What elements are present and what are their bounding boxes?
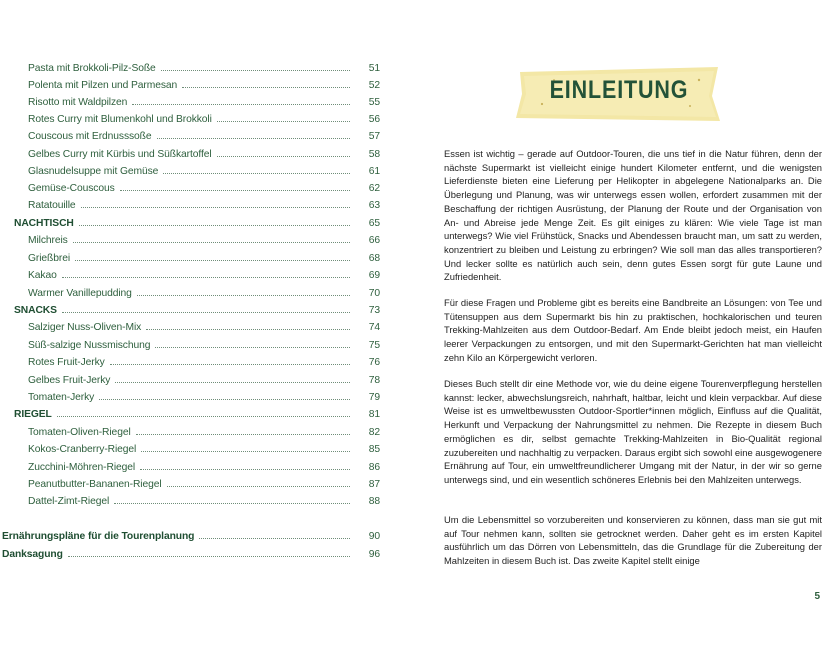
toc-page-number: 85: [368, 444, 380, 455]
toc-entry[interactable]: [28, 114, 380, 130]
toc-leader-dots: [146, 329, 350, 330]
toc-entry-title: Kakao: [28, 270, 57, 281]
toc-page-number: 86: [368, 462, 380, 473]
toc-page-number: 88: [368, 496, 380, 507]
toc-leader-dots: [75, 260, 350, 261]
toc-leader-dots: [157, 138, 350, 139]
toc-entry-title: Glasnudelsuppe mit Gemüse: [28, 166, 159, 177]
chapter-title: EINLEITUNG: [549, 76, 689, 104]
toc-page-number: 63: [368, 200, 380, 211]
chapter-title-banner: [514, 66, 724, 122]
toc-entry-title: Salziger Nuss-Oliven-Mix: [28, 322, 142, 333]
toc-leader-dots: [120, 190, 350, 191]
toc-page-number: 69: [368, 270, 380, 281]
toc-entry[interactable]: [28, 462, 380, 478]
toc-leader-dots: [57, 416, 350, 417]
toc-entry[interactable]: [28, 235, 380, 251]
toc-entry[interactable]: [28, 375, 380, 391]
toc-page-number: 56: [368, 114, 380, 125]
toc-leader-dots: [137, 295, 350, 296]
toc-entry[interactable]: [28, 80, 380, 96]
toc-entry-title: Zucchini-Möhren-Riegel: [28, 462, 136, 473]
toc-leader-dots: [161, 70, 350, 71]
toc-leader-dots: [81, 207, 350, 208]
toc-entry[interactable]: [28, 288, 380, 304]
toc-entry-title: Ratatouille: [28, 200, 76, 211]
body-paragraph: Um die Lebensmittel so vorzubereiten und konservieren zu können, dass man sie gut mit auf Tour nehmen kann, sollten sie getrocknet werden. Daher geht es im ersten Kapitel ausführlich um das Dörren von Lebensmitteln, das die Grundlage für die Zubereitung der Mahlzeiten in diesem Buch ist. Das zweite Kapitel stellt einige: [444, 514, 822, 567]
toc-leader-dots: [62, 277, 350, 278]
toc-entry-title: Dattel-Zimt-Riegel: [28, 496, 110, 507]
toc-page-number: 79: [368, 392, 380, 403]
toc-leader-dots: [141, 451, 350, 452]
toc-leader-dots: [199, 538, 350, 539]
toc-entry-title: Peanutbutter-Bananen-Riegel: [28, 479, 162, 490]
toc-entry-title: Warmer Vanillepudding: [28, 288, 132, 299]
toc-entry-title: Gelbes Curry mit Kürbis und Süßkartoffel: [28, 149, 212, 160]
toc-entry-title: RIEGEL: [14, 409, 52, 420]
toc-entry[interactable]: [28, 479, 380, 495]
toc-entry-title: Tomaten-Jerky: [28, 392, 95, 403]
toc-page-number: 58: [368, 149, 380, 160]
body-paragraph: Essen ist wichtig – gerade auf Outdoor-Touren, die uns tief in die Natur führen, denn der nächste Supermarkt ist vielleicht einige hundert Kilometer entfernt, und die wenigsten Lieferdienste bieten eine Lieferung per Helikopter in abgelegene Nationalparks an. Die Überlegung und Planung, was wir unterwegs essen wollen, erfordert zusammen mit der Beschaffung der richtigen Ausrüstung, der Planung der Route und der Organisation von An- und Abreise jede Menge Zeit. Es gilt einiges zu klären: Wie viele Tage ist man unterwegs? Wie viel Frühstück, Snacks und Abendessen braucht man, um satt zu werden, konzentriert zu bleiben und Leistung zu erbringen? Wie soll man das alles transportieren? Und lecker sollte es natürlich auch sein, denn gutes Essen sorgt für gute Laune und Zufriedenheit.: [444, 148, 822, 283]
body-paragraph: Für diese Fragen und Probleme gibt es bereits eine Bandbreite an Lösungen: von Tee und Tütensuppen aus dem Supermarkt bis hin zu praktischen, hochkalorischen und teuren Trekking-Mahlzeiten aus dem Outdoor-Bedarf. Am Ende bleibt jedoch meist, ein Haufen leerer Verpackungen zu entsorgen, und mit den Supermarkt-Gerichten hat man vielleicht zehn Kilo an Körpergewicht verloren.: [444, 297, 822, 363]
toc-entry[interactable]: [28, 97, 380, 113]
toc-leader-dots: [163, 173, 350, 174]
toc-page-number: 62: [368, 183, 380, 194]
toc-leader-dots: [62, 312, 350, 313]
toc-leader-dots: [182, 87, 350, 88]
toc-entry[interactable]: [28, 496, 380, 512]
toc-page-number: 81: [368, 409, 380, 420]
toc-entry-title: Milchreis: [28, 235, 68, 246]
toc-entry[interactable]: [28, 183, 380, 199]
toc-entry[interactable]: [28, 444, 380, 460]
toc-entry[interactable]: [28, 253, 380, 269]
toc-entry-title: Süß-salzige Nussmischung: [28, 340, 151, 351]
toc-leader-dots: [136, 434, 350, 435]
toc-page-number: 87: [368, 479, 380, 490]
toc-page-number: 65: [368, 218, 380, 229]
introduction-page: [414, 0, 826, 660]
toc-page-number: 66: [368, 235, 380, 246]
toc-entry[interactable]: [28, 392, 380, 408]
toc-chapter-entry[interactable]: [2, 549, 380, 565]
toc-entry-title: Couscous mit Erdnusssoße: [28, 131, 152, 142]
page-number: 5: [814, 591, 820, 602]
toc-leader-dots: [155, 347, 350, 348]
toc-entry[interactable]: [28, 149, 380, 165]
table-of-contents: [0, 0, 392, 660]
toc-entry[interactable]: [28, 340, 380, 356]
toc-page-number: 82: [368, 427, 380, 438]
toc-leader-dots: [73, 242, 350, 243]
toc-entry[interactable]: [28, 166, 380, 182]
toc-page-number: 55: [368, 97, 380, 108]
toc-entry-title: Rotes Curry mit Blumenkohl und Brokkoli: [28, 114, 212, 125]
toc-entry[interactable]: [28, 270, 380, 286]
toc-leader-dots: [114, 503, 350, 504]
toc-leader-dots: [99, 399, 350, 400]
toc-entry-title: Gelbes Fruit-Jerky: [28, 375, 111, 386]
toc-section-heading[interactable]: [14, 218, 380, 234]
toc-leader-dots: [68, 556, 350, 557]
toc-entry-title: Danksagung: [2, 549, 63, 560]
toc-entry-title: Grießbrei: [28, 253, 71, 264]
toc-leader-dots: [167, 486, 350, 487]
toc-page-number: 57: [368, 131, 380, 142]
toc-page-number: 73: [368, 305, 380, 316]
toc-page-number: 68: [368, 253, 380, 264]
toc-entry[interactable]: [28, 357, 380, 373]
toc-leader-dots: [79, 225, 350, 226]
toc-page-number: 70: [368, 288, 380, 299]
toc-entry-title: Ernährungspläne für die Tourenplanung: [2, 531, 195, 542]
toc-entry-title: Risotto mit Waldpilzen: [28, 97, 128, 108]
toc-section-heading[interactable]: [14, 305, 380, 321]
toc-entry-title: Rotes Fruit-Jerky: [28, 357, 105, 368]
toc-leader-dots: [140, 469, 350, 470]
toc-page-number: 51: [368, 63, 380, 74]
toc-leader-dots: [110, 364, 350, 365]
toc-entry[interactable]: [28, 200, 380, 216]
toc-entry-title: Polenta mit Pilzen und Parmesan: [28, 80, 178, 91]
toc-entry[interactable]: [28, 63, 380, 79]
toc-page-number: 76: [368, 357, 380, 368]
toc-leader-dots: [217, 156, 350, 157]
toc-entry[interactable]: [28, 322, 380, 338]
toc-entry-title: Kokos-Cranberry-Riegel: [28, 444, 137, 455]
toc-page-number: 74: [368, 322, 380, 333]
toc-entry-title: Tomaten-Oliven-Riegel: [28, 427, 131, 438]
toc-leader-dots: [115, 382, 350, 383]
toc-page-number: 78: [368, 375, 380, 386]
toc-entry-title: Pasta mit Brokkoli-Pilz-Soße: [28, 63, 156, 74]
toc-page-number: 96: [368, 549, 380, 560]
toc-chapter-entry[interactable]: [2, 531, 380, 547]
toc-page-number: 61: [368, 166, 380, 177]
toc-entry[interactable]: [28, 427, 380, 443]
toc-leader-dots: [132, 104, 350, 105]
toc-leader-dots: [217, 121, 350, 122]
toc-entry-title: NACHTISCH: [14, 218, 74, 229]
toc-entry-title: SNACKS: [14, 305, 57, 316]
toc-page-number: 75: [368, 340, 380, 351]
body-paragraph: Dieses Buch stellt dir eine Methode vor, wie du deine eigene Tourenverpflegung herstellen kannst: lecker, abwechslungsreich, nahrhaft, haltbar, leicht und klein verpackbar. Auf diese Weise ist es umweltbewussten Outdoor-Sportler*innen möglich, Einfluss auf die Qualität, Herkunft und Verpackung der Nahrungsmittel zu nehmen. Die Rezepte in diesem Buch ermöglichen es dir, selbst gemachte Trekking-Mahlzeiten in Bio-Qualität regional zuzubereiten und nachhaltig zu verpacken. Daraus ergibt sich sowohl eine ausgewogenere Ernährung auf Tour, ein umweltfreundlicherer Umgang mit der Natur, in der wir so gerne unterwegs sind, und ein wesentlich schöneres Erlebnis bei den Mahlzeiten unterwegs.: [444, 378, 822, 485]
toc-page-number: 90: [368, 531, 380, 542]
toc-page-number: 52: [368, 80, 380, 91]
toc-section-heading[interactable]: [14, 409, 380, 425]
toc-entry[interactable]: [28, 131, 380, 147]
toc-entry-title: Gemüse-Couscous: [28, 183, 115, 194]
